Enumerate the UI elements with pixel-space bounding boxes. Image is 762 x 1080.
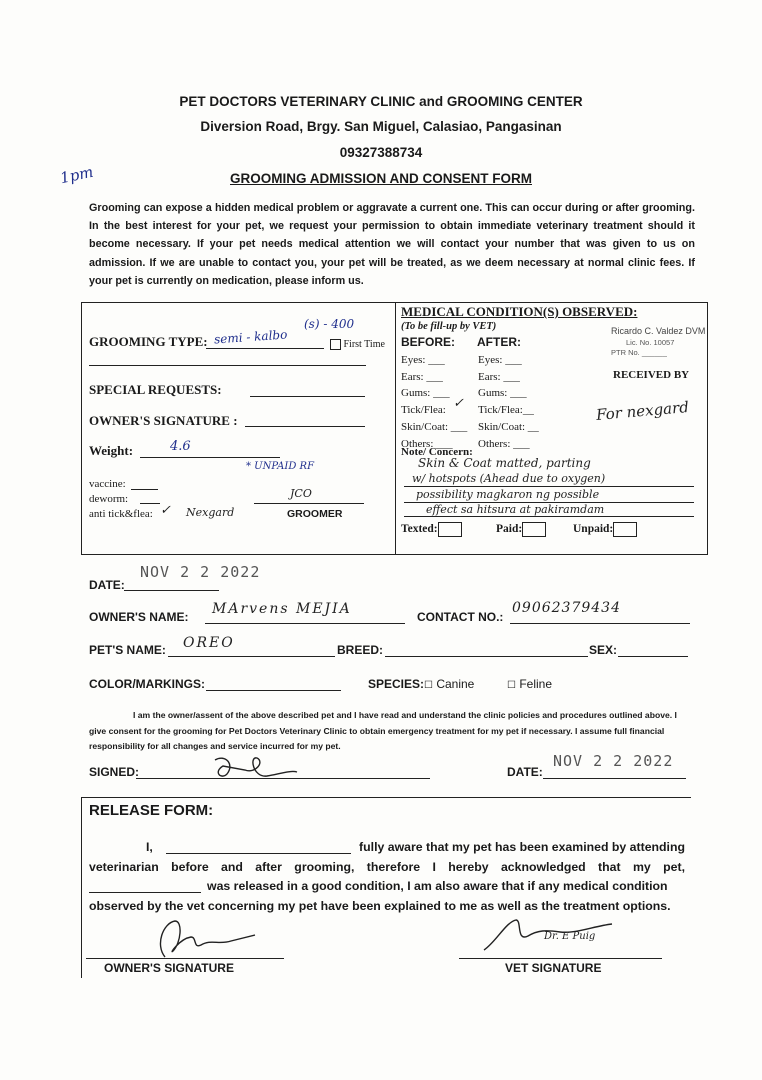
date-line	[124, 590, 219, 591]
note-rule-2	[404, 502, 694, 503]
color-line[interactable]	[206, 690, 341, 691]
medical-subtitle: (To be fill-up by VET)	[401, 321, 497, 332]
weight-value[interactable]: 4.6	[170, 439, 191, 454]
sex-label: SEX:	[589, 643, 618, 657]
tick-before-check: ✓	[453, 396, 464, 411]
texted-checkbox[interactable]	[438, 522, 462, 537]
clinic-address: Diversion Road, Brgy. San Miguel, Calasiao, Pangasinan	[200, 119, 562, 134]
feline-option[interactable]	[507, 677, 552, 691]
unpaid-field[interactable]	[573, 522, 637, 537]
consent-paragraph: I am the owner/assent of the above described pet and I have read and understand the clinic policies and procedures outlined above. I give consent for the grooming for Pet Doctors Veterinary Clinic to obtain emergency treatment for my pet if necessary. I assume full financial responsibility for all changes and service incurred for my pet.	[89, 710, 677, 751]
anti-tick-check: ✓	[160, 503, 171, 518]
owner-sig-line[interactable]	[86, 958, 284, 959]
row-eyes-after[interactable]: Eyes: ___	[478, 354, 522, 366]
row-gums-after[interactable]: Gums: ___	[478, 387, 527, 400]
pet-name-label: PET'S NAME:	[89, 643, 166, 657]
row-skin-after[interactable]: Skin/Coat: __	[478, 420, 539, 433]
release-line-2: veterinarian before and after grooming, therefore I hereby acknowledged that my pet,	[89, 859, 685, 874]
box-divider	[395, 302, 396, 555]
canine-option[interactable]	[424, 677, 474, 691]
vet-sig-hand: Dr. E Puig	[544, 931, 596, 942]
unpaid-note: * UNPAID RF	[246, 461, 315, 472]
vaccine-label: vaccine:	[89, 478, 126, 490]
feline-label: Feline	[519, 677, 552, 691]
breed-label: BREED:	[337, 643, 384, 657]
release-paragraph	[89, 838, 685, 916]
handwritten-time: 1pm	[58, 162, 95, 188]
note-rule-3	[404, 516, 694, 517]
row-tick-before[interactable]: Tick/Flea:	[401, 404, 446, 417]
row-ears-before[interactable]: Ears: ___	[401, 370, 443, 383]
row-ears-after[interactable]: Ears: ___	[478, 370, 520, 383]
owner-name-line	[205, 623, 405, 624]
species-label: SPECIES:	[368, 677, 425, 691]
deworm-label: deworm:	[89, 493, 129, 505]
vet-stamp-ptr: PTR No. ______	[611, 348, 667, 357]
paid-label: Paid:	[496, 523, 523, 536]
grooming-type-line-2	[89, 365, 366, 366]
received-by-label: RECEIVED BY	[613, 369, 690, 381]
vet-sig-line[interactable]	[459, 958, 662, 959]
contact-value[interactable]: 09062379434	[512, 600, 621, 616]
groomer-label: GROOMER	[287, 508, 343, 520]
grooming-type-label: GROOMING TYPE:	[89, 334, 208, 349]
signed-date-line	[543, 778, 686, 779]
vet-sig-label: VET SIGNATURE	[505, 961, 602, 975]
feline-checkbox[interactable]: ☐	[507, 680, 516, 691]
owner-name-label: OWNER'S NAME:	[89, 610, 189, 624]
anti-tick-value[interactable]: Nexgard	[186, 506, 235, 519]
weight-label: Weight:	[89, 443, 134, 458]
texted-label: Texted:	[401, 523, 438, 536]
pet-name-value[interactable]: OREO	[183, 635, 235, 651]
medical-title: MEDICAL CONDITION(S) OBSERVED:	[401, 304, 638, 319]
special-requests-label: SPECIAL REQUESTS:	[89, 382, 222, 397]
release-line3-end: was released in a good condition, I am also aware that if any medical condition	[207, 879, 668, 893]
row-others-after[interactable]: Others: ___	[478, 437, 530, 450]
owner-signature-scribble	[205, 752, 300, 782]
note-rule-1	[404, 486, 694, 487]
date-label: DATE:	[89, 578, 125, 592]
sex-line[interactable]	[618, 656, 688, 657]
first-time-label: First Time	[343, 339, 385, 350]
row-gums-before[interactable]: Gums: ___	[401, 387, 450, 400]
paid-checkbox[interactable]	[522, 522, 546, 537]
unpaid-checkbox[interactable]	[613, 522, 637, 537]
release-line-3	[89, 877, 685, 897]
note-line-4[interactable]: effect sa hitsura at pakiramdam	[426, 503, 605, 516]
clinic-name: PET DOCTORS VETERINARY CLINIC and GROOMING CENTER	[179, 94, 583, 109]
vaccine-line[interactable]	[131, 489, 158, 490]
row-skin-before[interactable]: Skin/Coat: ___	[401, 420, 468, 433]
paid-field[interactable]	[496, 522, 546, 537]
first-time-option[interactable]	[330, 339, 385, 350]
color-label: COLOR/MARKINGS:	[89, 677, 205, 691]
release-line1-end: fully aware that my pet has been examined by attending	[359, 840, 685, 854]
grooming-type-value[interactable]: semi - kalbo	[213, 327, 288, 347]
release-line-1	[89, 838, 685, 858]
release-pet-name-blank[interactable]	[89, 877, 201, 893]
vet-stamp-name: Ricardo C. Valdez DVM	[611, 326, 706, 336]
weight-line	[140, 457, 280, 458]
after-column	[478, 352, 539, 452]
first-time-checkbox[interactable]	[330, 339, 341, 350]
canine-label: Canine	[436, 677, 475, 691]
special-requests-line[interactable]	[250, 396, 365, 397]
release-line1-start: I,	[146, 840, 153, 854]
date-stamp: NOV 2 2 2022	[140, 563, 261, 581]
owner-name-value[interactable]: MArvens MEJIA	[212, 601, 352, 617]
note-line-3[interactable]: possibility magkaron ng possible	[416, 488, 600, 501]
grooming-type-extra: (s) - 400	[304, 317, 355, 331]
groomer-line	[254, 503, 364, 504]
row-others-before[interactable]: Others: ___	[401, 437, 453, 450]
vet-stamp-license: Lic. No. 10057	[626, 338, 675, 347]
note-label: Note/ Concern:	[401, 446, 473, 458]
note-line-2[interactable]: w/ hotspots (Ahead due to oxygen)	[412, 472, 606, 485]
contact-line	[510, 623, 690, 624]
contact-label: CONTACT NO.:	[417, 610, 504, 624]
note-line-1[interactable]: Skin & Coat matted, parting	[418, 456, 591, 470]
owner-signature-line[interactable]	[245, 426, 365, 427]
after-label: AFTER:	[477, 335, 521, 349]
pet-name-line	[168, 656, 335, 657]
owner-sig-label: OWNER'S SIGNATURE	[104, 961, 234, 975]
texted-field[interactable]	[401, 522, 462, 537]
groomer-value[interactable]: JCO	[290, 487, 312, 500]
clinic-phone: 09327388734	[339, 145, 423, 160]
unpaid-label: Unpaid:	[573, 523, 614, 536]
signed-label: SIGNED:	[89, 765, 140, 779]
release-line-4: observed by the vet concerning my pet have been explained to me as well as the treatment options.	[89, 898, 671, 913]
before-label: BEFORE:	[401, 335, 455, 349]
signed-date-label: DATE:	[507, 765, 543, 779]
anti-tick-label: anti tick&flea:	[89, 508, 153, 520]
row-eyes-before[interactable]: Eyes: ___	[401, 354, 445, 366]
signed-date-stamp: NOV 2 2 2022	[553, 752, 674, 770]
form-title: GROOMING ADMISSION AND CONSENT FORM	[230, 171, 532, 186]
release-title: RELEASE FORM:	[89, 802, 214, 819]
deworm-line[interactable]	[140, 503, 160, 504]
handwritten-nexgard: For nexgard	[595, 397, 690, 425]
canine-checkbox[interactable]: ☐	[424, 680, 433, 691]
row-tick-after[interactable]: Tick/Flea:__	[478, 404, 534, 417]
owner-signature-label: OWNER'S SIGNATURE :	[89, 413, 238, 428]
release-owner-name-blank[interactable]	[166, 838, 351, 854]
release-owner-signature	[135, 915, 260, 963]
breed-line[interactable]	[385, 656, 588, 657]
intro-paragraph: Grooming can expose a hidden medical problem or aggravate a current one. This can occur during or after grooming. In the best interest for your pet, we request your permission to obtain immediate veterinary treatment should it become necessary. If your pet needs medical attention we will contact your number that was given to us on admission. If we are unable to contact you, your pet will be treated, as we deem necessary at normal clinic fees. If your pet is currently on medication, please inform us.	[89, 202, 695, 287]
grooming-type-line	[206, 348, 324, 349]
